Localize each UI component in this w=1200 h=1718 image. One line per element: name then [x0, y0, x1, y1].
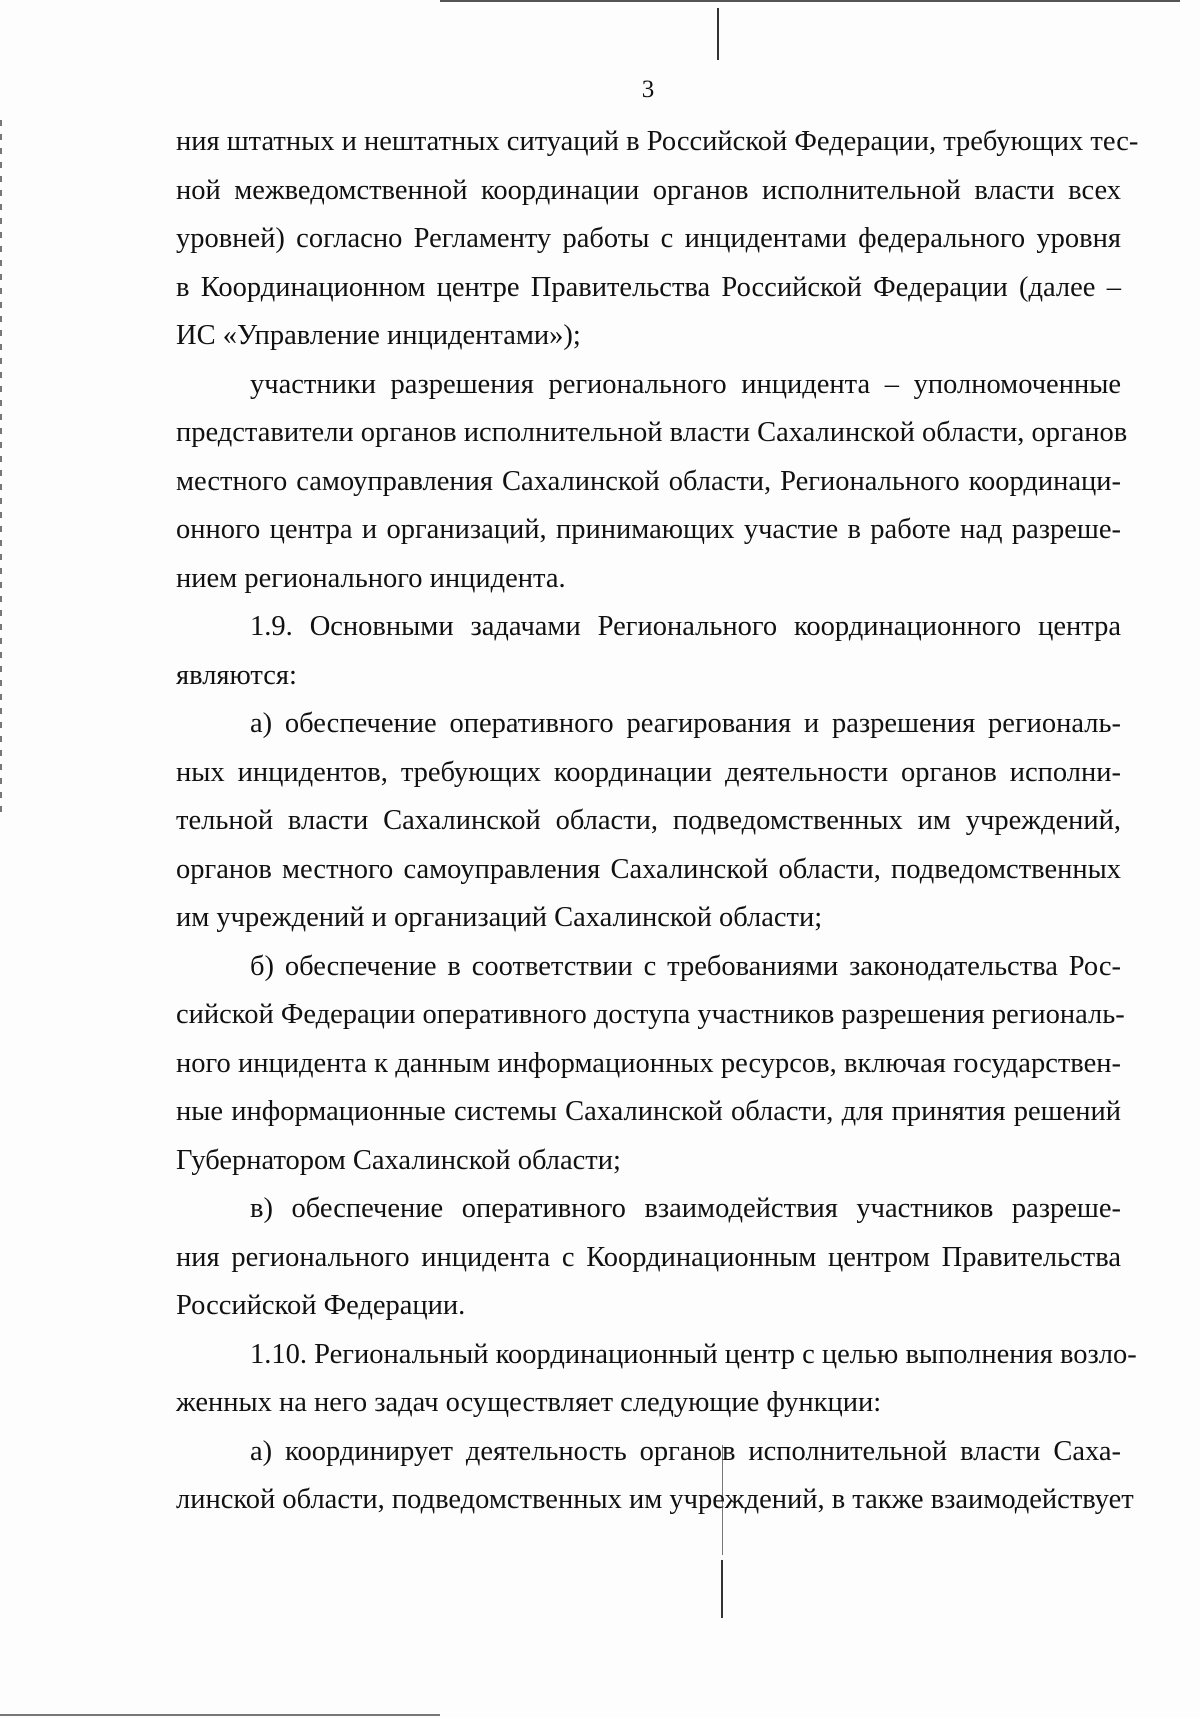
text-line: Губернатором Сахалинской области; — [176, 1144, 621, 1176]
text-line: представители органов исполнительной власти Сахалинской области, органов — [176, 417, 1128, 448]
scan-left-edge — [0, 120, 2, 820]
text-line: уровней) согласно Регламенту работы с инцидентами федерального уровня — [176, 223, 1121, 254]
text-line: а) обеспечение оперативного реагирования и разрешения региональ- — [250, 708, 1121, 739]
text-line: ния регионального инцидента с Координационным центром Правительства — [176, 1241, 1121, 1273]
text-line: участники разрешения регионального инцидента – уполномоченные — [250, 368, 1121, 400]
scan-top-rule — [440, 0, 1180, 2]
text-line: ной межведомственной координации органов исполнительной власти всех — [176, 174, 1121, 206]
text-line: онного центра и организаций, принимающих участие в работе над разреше- — [176, 514, 1121, 545]
body-text — [176, 118, 1139, 1525]
text-line: б) обеспечение в соответствии с требованиями законодательства Рос- — [250, 950, 1121, 982]
scan-bottom-rule — [0, 1714, 440, 1716]
page-number: 3 — [641, 76, 655, 103]
text-line: в) обеспечение оперативного взаимодействия участников разреше- — [250, 1193, 1121, 1224]
text-line: 1.10. Региональный координационный центр с целью выполнения возло- — [250, 1338, 1137, 1370]
text-line: органов местного самоуправления Сахалинской области, подведомственных — [176, 853, 1121, 885]
scan-fold-mark-bottom — [721, 1560, 723, 1618]
text-line: в Координационном центре Правительства Российской Федерации (далее – — [176, 271, 1121, 303]
text-line: ного инцидента к данным информационных ресурсов, включая государствен- — [176, 1047, 1121, 1079]
text-line: ные информационные системы Сахалинской области, для принятия решений — [176, 1096, 1121, 1127]
text-line: ния штатных и нештатных ситуаций в Российской Федерации, требующих тес- — [176, 126, 1139, 157]
text-line: ных инцидентов, требующих координации деятельности органов исполни- — [176, 756, 1121, 788]
text-line: линской области, подведомственных им учреждений, в также взаимодействует — [176, 1484, 1134, 1515]
text-line: женных на него задач осуществляет следующие функции: — [176, 1387, 882, 1418]
text-line: местного самоуправления Сахалинской области, Регионального координаци- — [176, 465, 1121, 497]
text-line: им учреждений и организаций Сахалинской области; — [176, 902, 823, 933]
text-line: являются: — [176, 659, 297, 691]
text-line: а) координирует деятельность органов исполнительной власти Саха- — [250, 1435, 1121, 1467]
scan-fold-mark — [717, 8, 719, 60]
text-line: Российской Федерации. — [176, 1290, 466, 1321]
text-line: сийской Федерации оперативного доступа участников разрешения региональ- — [176, 999, 1125, 1030]
text-line: 1.9. Основными задачами Регионального координационного центра — [250, 611, 1121, 642]
text-line: тельной власти Сахалинской области, подведомственных им учреждений, — [176, 805, 1121, 836]
text-line: ИС «Управление инцидентами»); — [176, 320, 581, 351]
text-line: нием регионального инцидента. — [176, 562, 566, 594]
